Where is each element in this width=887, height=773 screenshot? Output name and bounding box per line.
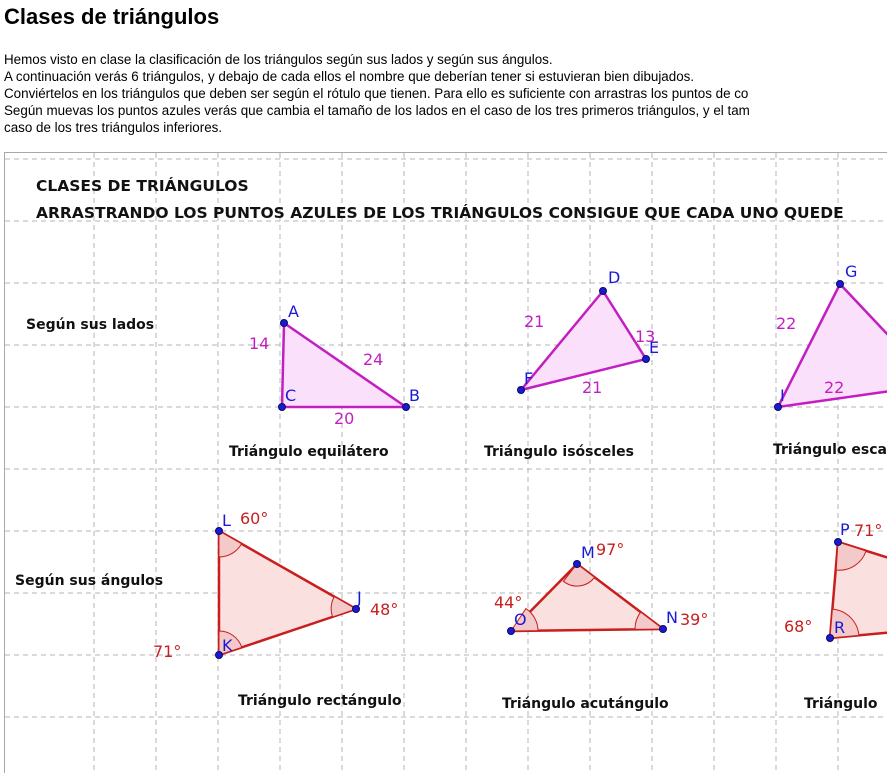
triangle-scalene[interactable] (773, 262, 887, 458)
triangle-isosceles[interactable] (484, 268, 659, 460)
intro-text (4, 51, 887, 136)
angle-value: 48° (370, 600, 399, 619)
triangle-obtuse[interactable] (784, 520, 887, 712)
point-label: N (666, 608, 678, 627)
point-label: I (780, 386, 785, 405)
point-d[interactable] (600, 288, 607, 295)
point-label: G (845, 262, 858, 281)
side-length: 13 (635, 327, 656, 346)
applet-canvas[interactable] (5, 153, 887, 773)
triangle-caption: Triángulo (804, 696, 878, 712)
point-label: E (649, 338, 660, 357)
side-length: 22 (824, 378, 845, 397)
triangle-caption: Triángulo rectángulo (238, 693, 402, 709)
point-label: M (581, 543, 595, 562)
point-r[interactable] (827, 635, 834, 642)
point-label: A (288, 302, 299, 321)
angle-value: 39° (680, 610, 709, 629)
point-label: F (524, 369, 534, 388)
triangle-caption: Triángulo isósceles (484, 444, 634, 460)
point-label: D (608, 268, 621, 287)
intro-line: Conviértelos en los triángulos que deben ser según el rótulo que tienen. Para ello es suficiente con arrastras los puntos de co (4, 86, 749, 101)
side-length: 14 (249, 334, 270, 353)
applet-heading-title: CLASES DE TRIÁNGULOS (36, 177, 249, 195)
intro-line: Según muevas los puntos azules verás que cambia el tamaño de los lados en el caso de los tres primeros triángulos, y el tam (4, 103, 750, 118)
triangle-caption: Triángulo acutángulo (502, 696, 669, 712)
point-a[interactable] (281, 320, 288, 327)
angle-value: 71° (153, 642, 182, 661)
point-label: K (222, 636, 233, 655)
side-length: 21 (582, 378, 603, 397)
point-label: C (285, 386, 297, 405)
triangle-caption: Triángulo equilátero (229, 444, 389, 460)
angle-value: 68° (784, 617, 813, 636)
intro-line: A continuación verás 6 triángulos, y debajo de cada ellos el nombre que deberían tener si estuvieran bien dibujados. (4, 69, 695, 84)
point-p[interactable] (835, 539, 842, 546)
page-title: Clases de triángulos (4, 4, 220, 29)
triangle-shape (521, 291, 646, 390)
angle-value: 71° (854, 521, 883, 540)
triangle-shape (219, 531, 356, 655)
point-g[interactable] (837, 281, 844, 288)
point-label: O (514, 610, 527, 629)
angle-arc (635, 612, 663, 629)
intro-line: Hemos visto en clase la clasificación de los triángulos según sus lados y según sus ángulos. (4, 52, 553, 67)
point-label: R (834, 618, 846, 637)
angle-value: 60° (240, 509, 269, 528)
side-length: 24 (363, 350, 384, 369)
point-label: L (222, 511, 231, 530)
angle-value: 97° (596, 540, 625, 559)
intro-line: caso de los tres triángulos inferiores. (4, 120, 223, 135)
point-label: J (357, 588, 362, 607)
row-label-angles: Según sus ángulos (15, 573, 164, 589)
side-length: 22 (776, 314, 797, 333)
side-length: 21 (524, 312, 545, 331)
grid (5, 153, 887, 773)
point-label: P (840, 520, 850, 539)
point-m[interactable] (574, 561, 581, 568)
triangle-shape (282, 323, 406, 407)
side-length: 20 (334, 409, 355, 428)
applet-heading-instruction: ARRASTRANDO LOS PUNTOS AZULES DE LOS TRIÁNGULOS CONSIGUE QUE CADA UNO QUEDE (36, 204, 844, 222)
point-label: B (409, 386, 420, 405)
triangle-acute[interactable] (494, 540, 708, 712)
row-label-sides: Según sus lados (26, 317, 155, 333)
geometry-applet[interactable] (4, 152, 887, 773)
triangle-equilateral[interactable] (229, 302, 420, 460)
triangle-caption: Triángulo esca (773, 442, 887, 458)
angle-value: 44° (494, 593, 523, 612)
triangle-right[interactable] (153, 509, 402, 709)
